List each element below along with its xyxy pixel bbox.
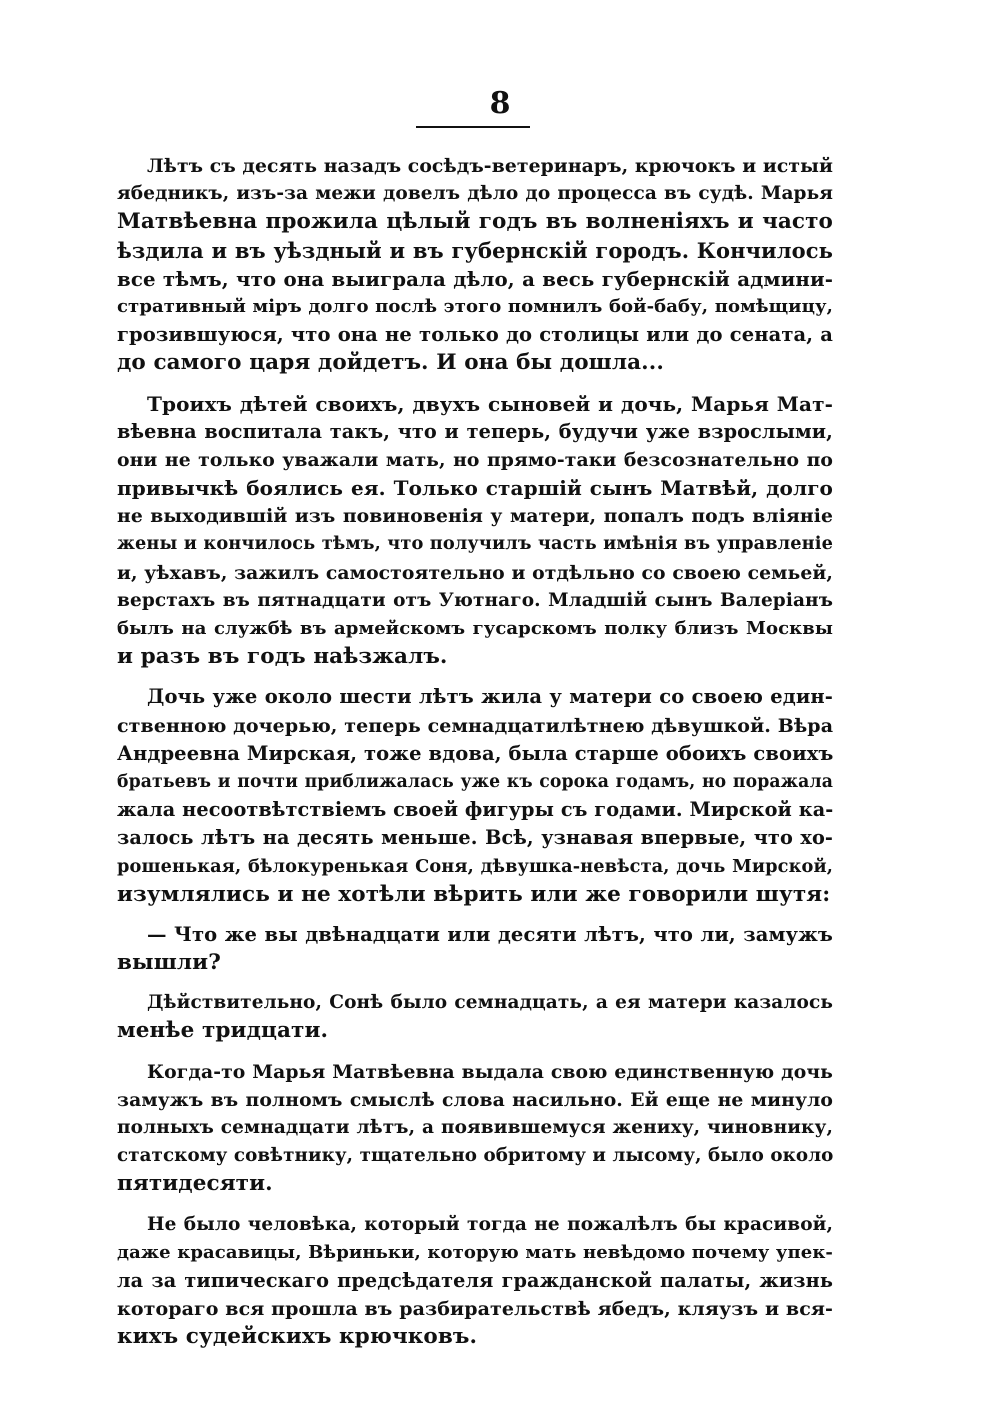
text-line: изумлялись и не хотѣли вѣрить или же говорили шутя: [117, 881, 831, 907]
text-line: до самого царя дойдетъ. И она бы дошла... [117, 350, 664, 376]
header-rule [416, 126, 530, 128]
text-line: былъ на службѣ въ армейскомъ гусарскомъ полку близъ Москвы [117, 618, 833, 639]
text-line: Андреевна Мирская, тоже вдова, была старше обоихъ своихъ [117, 741, 834, 765]
text-line: — Что же вы двѣнадцати или десяти лѣтъ, что ли, замужъ [147, 922, 833, 946]
text-line: вышли? [117, 950, 221, 976]
body-text [117, 152, 833, 1364]
paragraph [117, 152, 833, 378]
text-line: ла за типическаго предсѣдателя гражданской палаты, жизнь [117, 1268, 833, 1292]
text-line: братьевъ и почти приближалась уже къ сорока годамъ, но поражала [117, 771, 833, 792]
text-line: ственною дочерью, теперь семнадцатилѣтнею дѣвушкой. Вѣра [117, 714, 834, 737]
paragraph [117, 1211, 833, 1352]
text-line: Матвѣевна прожила цѣлый годъ въ волненіяхъ и часто [117, 209, 833, 235]
text-line: котораго вся прошла въ разбирательствѣ ябедъ, кляузъ и вся- [117, 1298, 833, 1321]
text-line: даже красавицы, Вѣриньки, которую мать невѣдомо почему упек- [117, 1241, 833, 1263]
text-line: кихъ судейскихъ крючковъ. [117, 1324, 478, 1350]
text-line: менѣе тридцати. [117, 1018, 329, 1044]
paragraph [117, 1058, 833, 1199]
text-line: грозившуюся, что она не только до столицы или до сената, а [117, 323, 833, 347]
text-line: стративный міръ долго послѣ этого помнилъ бой-бабу, помѣщицу, [117, 295, 833, 317]
text-line: и разъ въ годъ наѣзжалъ. [117, 644, 448, 670]
text-line: жала несоотвѣтствіемъ своей фигуры съ годами. Мирской ка- [117, 798, 834, 822]
paragraph [117, 989, 833, 1045]
paragraph [117, 921, 833, 977]
paragraph [117, 390, 833, 672]
text-line: полныхъ семнадцати лѣтъ, а появившемуся жениху, чиновнику, [117, 1117, 833, 1138]
text-line: Дочь уже около шести лѣтъ жила у матери со своею един- [147, 685, 833, 709]
text-line: все тѣмъ, что она выиграла дѣло, а весь губернскій админи- [117, 266, 833, 291]
text-line: Не было человѣка, который тогда не пожалѣлъ бы красивой, [147, 1213, 833, 1235]
text-line: Когда-то Марья Матвѣевна выдала свою единственную дочь [147, 1060, 833, 1083]
text-line: рошенькая, бѣлокуренькая Соня, дѣвушка-невѣста, дочь Мирской, [117, 855, 833, 877]
text-line: Троихъ дѣтей своихъ, двухъ сыновей и дочь, Марья Мат- [147, 391, 833, 416]
text-line: замужъ въ полномъ смыслѣ слова насильно. Ей еще не минуло [117, 1088, 833, 1111]
text-line: залось лѣтъ на десять меньше. Всѣ, узнавая впервые, что хо- [117, 826, 833, 850]
text-line: и, уѣхавъ, зажилъ самостоятельно и отдѣльно со своею семьей, [117, 561, 833, 584]
paragraph [117, 683, 833, 909]
text-line: статскому совѣтнику, тщательно обритому и лысому, было около [117, 1145, 834, 1167]
text-line: Лѣтъ съ десять назадъ сосѣдъ-ветеринаръ, крючокъ и истый [147, 155, 833, 177]
text-line: ябедникъ, изъ-за межи довелъ дѣло до процесса въ судѣ. Марья [117, 183, 833, 205]
text-line: ѣздила и въ уѣздный и въ губернскій городъ. Кончилось [117, 237, 833, 263]
text-line: вѣевна воспитала такъ, что и теперь, будучи уже взрослыми, [117, 419, 833, 443]
text-line: Дѣйствительно, Сонѣ было семнадцать, а ея матери казалось [147, 992, 833, 1014]
text-line: пятидесяти. [117, 1171, 273, 1197]
text-line: не выходившій изъ повиновенія у матери, попалъ подъ вліяніе [117, 505, 833, 528]
text-line: привычкѣ боялись ея. Только старшій сынъ Матвѣй, долго [117, 476, 833, 501]
text-line: жены и кончилось тѣмъ, что получилъ часть имѣнія въ управленіе [117, 533, 833, 555]
page-number: 8 [489, 86, 511, 121]
text-line: они не только уважали мать, но прямо-таки безсознательно по [117, 448, 833, 471]
text-line: верстахъ въ пятнадцати отъ Уютнаго. Младшій сынъ Валеріанъ [117, 589, 833, 611]
